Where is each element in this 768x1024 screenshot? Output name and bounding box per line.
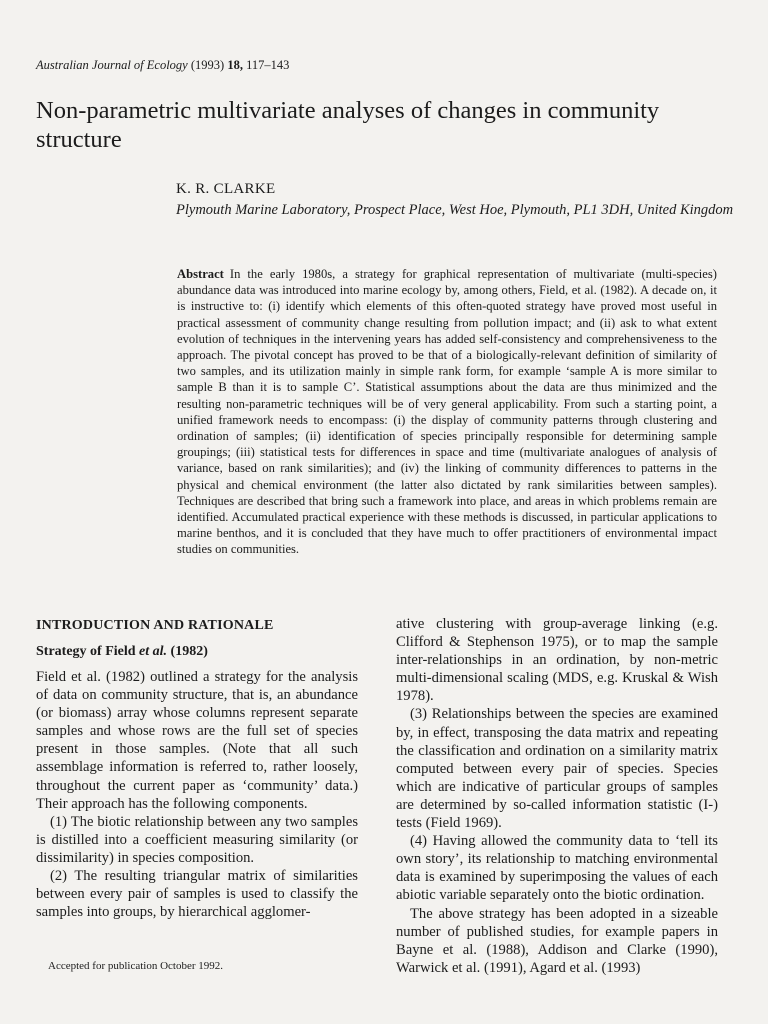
- body-paragraph: Field et al. (1982) outlined a strategy for the analysis of data on community structure, that is, an abundance (or biomass) array whose columns represent separate samples and whose rows are the full set of species present in those samples. (Note that all such assemblage information is referred to, rather loosely, throughout the current paper as ‘community’ data.) Their approach has the following components.: [36, 669, 358, 812]
- subheading-pre: Strategy of Field: [36, 644, 136, 659]
- body-paragraph: The above strategy has been adopted in a sizeable number of published studies, for example papers in Bayne et al. (1988), Addison and Clarke (1990), Warwick et al. (1991), Agard et al. (1993): [396, 905, 718, 976]
- paper-title: Non-parametric multivariate analyses of changes in community structure: [36, 97, 660, 153]
- section-heading: INTRODUCTION AND RATIONALE: [36, 618, 274, 633]
- abstract: [177, 266, 717, 558]
- body-paragraph: ative clustering with group-average linking (e.g. Clifford & Stephenson 1975), or to map the sample inter-relationships in an ordination, by non-metric multi-dimensional scaling (MDS, e.g. Kruskal & Wish 1978).: [396, 616, 718, 705]
- footnote-accepted: Accepted for publication October 1992.: [48, 960, 224, 972]
- subheading-etal: et al.: [139, 644, 168, 659]
- body-paragraph: (2) The resulting triangular matrix of similarities between every pair of samples is used to classify the samples into groups, by hierarchical agglomer-: [36, 868, 358, 921]
- abstract-text: In the early 1980s, a strategy for graphical representation of multivariate (multi-species) abundance data was introduced into marine ecology by, among others, Field, et al. (1982). A decade on, it is instructive to: (i) identify which elements of this often-quoted strategy have proved most useful in practical assessment of community change resulting from pollution impact; and (ii) ask to what extent evolution of techniques in the intervening years has added self-consistency and comprehensiveness to the approach. The pivotal concept has proved to be that of a biologically-relevant definition of similarity of two samples, and its utilization mainly in simple rank form, for example ‘sample A is more similar to sample B than it is to sample C’. Statistical assumptions about the data are thus minimized and the resulting non-parametric techniques will be of very general applicability. From such a starting point, a unified framework needs to encompass: (i) the display of community patterns through clustering and ordination of samples; (ii) identification of species principally responsible for determining sample groupings; (iii) statistical tests for differences in space and time (multivariate analogues of analysis of variance, based on rank similarities); and (iv) the linking of community differences to patterns in the physical and chemical environment (the latter also dictated by rank similarities between samples). Techniques are described that bring such a framework into place, and areas in which problems remain are identified. Accumulated practical experience with these methods is discussed, in particular applications to marine benthos, and it is concluded that they have much to offer practitioners of environmental impact studies on communities.: [177, 267, 717, 557]
- body-column-left: [36, 668, 358, 921]
- journal-citation: [36, 58, 289, 73]
- journal-name: Australian Journal of Ecology: [36, 58, 188, 72]
- author-name: K. R. CLARKE: [176, 181, 276, 197]
- body-paragraph: (1) The biotic relationship between any two samples is distilled into a coefficient measuring similarity (or dissimilarity) in species composition.: [36, 813, 358, 866]
- subsection-heading: [36, 644, 208, 660]
- author-affiliation: Plymouth Marine Laboratory, Prospect Place, West Hoe, Plymouth, PL1 3DH, United Kingdom: [176, 202, 734, 218]
- journal-year: (1993): [190, 58, 225, 72]
- abstract-label: Abstract: [177, 267, 224, 281]
- body-column-right: [396, 615, 718, 977]
- subheading-post: (1982): [170, 644, 208, 659]
- journal-volume: 18,: [227, 58, 243, 72]
- body-paragraph: (4) Having allowed the community data to ‘tell its own story’, its relationship to matching environmental data is examined by superimposing the values of each abiotic variable separately onto the biotic ordination.: [396, 833, 718, 904]
- body-paragraph: (3) Relationships between the species are examined by, in effect, transposing the data matrix and repeating the classification and ordination on a similarity matrix computed between every pair of species. Species which are indicative of particular groups of samples are determined by so-called information statistic (I-) tests (Field 1969).: [396, 706, 718, 832]
- journal-pages: 117–143: [246, 58, 290, 72]
